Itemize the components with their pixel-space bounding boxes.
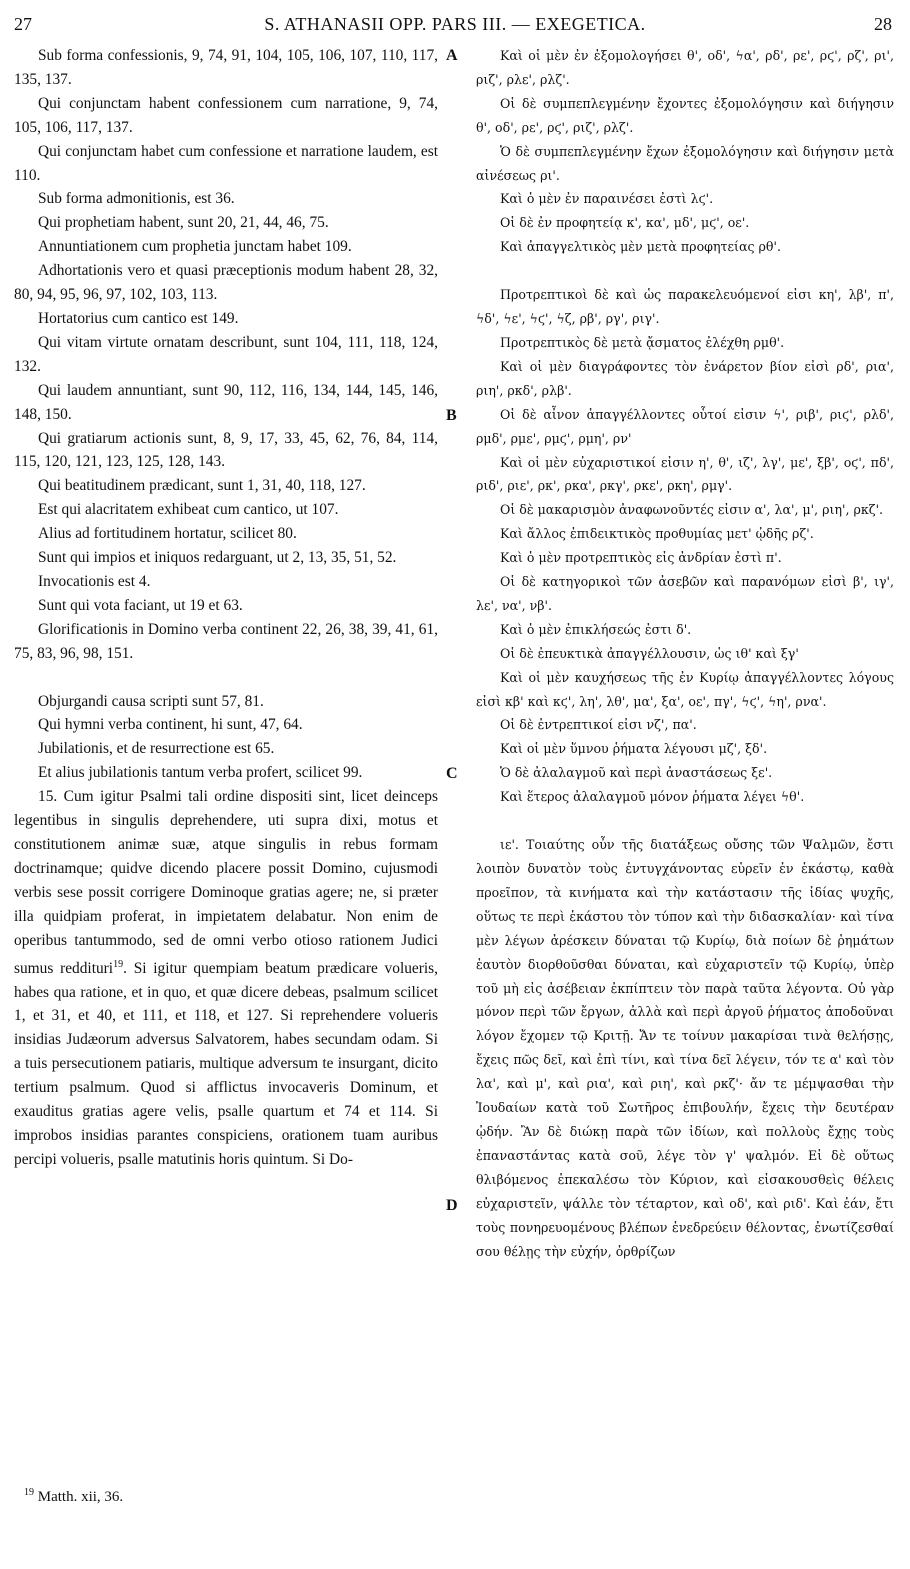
spacer xyxy=(14,666,438,690)
latin-paragraph: Alius ad fortitudinem hortatur, scilicet 80. xyxy=(38,525,297,543)
latin-paragraph: Invocationis est 4. xyxy=(38,572,151,590)
page-number-right: 28 xyxy=(874,14,892,34)
greek-paragraph: Ὁ δὲ συμπεπλεγμένην ἔχων ἐξομολόγησιν καὶ διήγησιν μετὰ αἰνέσεως ρι'. xyxy=(476,143,894,183)
greek-paragraph: Οἱ δὲ ἐντρεπτικοί εἰσι νζ', πα'. xyxy=(500,717,697,733)
latin-paragraph: Jubilationis, et de resurrectione est 65. xyxy=(38,740,275,758)
margin-letter-d: D xyxy=(446,1197,458,1214)
spacer xyxy=(476,259,894,283)
greek-paragraph: Οἱ δὲ ἐπευκτικὰ ἀπαγγέλλουσιν, ὡς ιθ' καὶ ξγ' xyxy=(500,645,799,661)
greek-paragraph: Καὶ ὁ μὲν ἐν παραινέσει ἐστὶ λϛ'. xyxy=(500,191,714,207)
running-title: S. ATHANASII OPP. PARS III. — EXEGETICA. xyxy=(264,14,646,34)
latin-paragraph: Sub forma admonitionis, est 36. xyxy=(38,190,235,208)
greek-section-15: ιε'. Τοιαύτης οὖν τῆς διατάξεως οὔσης τῶν Ψαλμῶν, ἔστι λοιπὸν δυνατὸν τοὺς ἐντυγχάνοντας εὑρεῖν ἐν ἑκάστῳ, καθὰ προεῖπον, τὰ κινήματα καὶ τὴν κατάστασιν τῆς ἰδίας ψυχῆς, οὕτως τε περὶ ἑκάστου τὸν τύπον καὶ τὴν διδασκαλίαν· καὶ τίνα μὲν λέγων ἀρέσκειν δύναται τῷ Κυρίῳ, διὰ ποίων δὲ ῥημάτων ἑαυτὸν διορθοῦσθαι δύναται, καὶ εὐχαριστεῖν τῷ Κυρίῳ, ὑπὲρ τοῦ μὴ εἰς ἀσέβειαν ἐκπίπτειν τὸν παρὰ ταῦτα λέγοντα. Οὐ γὰρ μόνον περὶ τῶν ἔργων, ἀλλὰ καὶ περὶ ἀργοῦ ῥήματος ἀποδοῦναι λόγον ἔχομεν τῷ Κριτῇ. Ἄν τε τοίνυν μακαρίσαι τινὰ θελήσῃς, ἔχεις πῶς δεῖ, καὶ ἐπὶ τίνι, καὶ τίνα δεῖ λέγειν, τόν τε α' καὶ τὸν λα', καὶ μ', καὶ ρια', καὶ ριη', καὶ ρκζ'· ἄν τε μέμψασθαι τὴν Ἰουδαίων κατὰ τοῦ Σωτῆρος ἐπιβουλήν, ἔχεις τὴν δευτέραν ᾠδήν. Ἂν δὲ διώκῃ παρὰ τῶν ἰδίων, καὶ πολλοὺς ἔχῃς τοὺς ἐπαναστάντας κατὰ σοῦ, λέγε τὸν γ' ψαλμόν. Εἰ δὲ οὕτως θλιβόμενος ἐπεκαλέσω τὸν Κύριον, καὶ εἰσακουσθεὶς θέλεις εὐχαριστεῖν, ψάλλε τὸν τέταρτον, καὶ οδ', καὶ ριδ'. Καὶ ἐάν, ἔτι τοὺς πονηρευομένους βλέπων ἐνεδρεύειν θέλοντας, ἐνωτίζεσθαί σου θέλῃς τὴν εὐχήν, ὀρθρίζων xyxy=(476,837,894,1259)
greek-paragraph: Καὶ οἱ μὲν ὕμνου ῥήματα λέγουσι μζ', ξδ'. xyxy=(500,741,768,757)
margin-letter-b: B xyxy=(446,407,457,424)
latin-paragraph: Qui laudem annuntiant, sunt 90, 112, 116, 134, 144, 145, 146, 148, 150. xyxy=(14,381,438,423)
latin-paragraph: Sunt qui vota faciant, ut 19 et 63. xyxy=(38,596,243,614)
latin-paragraph: Qui hymni verba continent, hi sunt, 47, 64. xyxy=(38,716,303,734)
greek-paragraph: Καὶ ἕτερος ἀλαλαγμοῦ μόνον ῥήματα λέγει ϟθ'. xyxy=(500,789,805,805)
spacer xyxy=(476,809,894,833)
greek-paragraph: Ὁ δὲ ἀλαλαγμοῦ καὶ περὶ ἀναστάσεως ξε'. xyxy=(500,765,773,781)
footnote-mark: 19 xyxy=(24,1487,34,1498)
latin-section-15-part-a: 15. Cum igitur Psalmi tali ordine dispositi sint, licet deinceps legentibus in singulis deprehendere, uti supra dixi, motus et constitutionem animæ suæ, atque singulis in rebus formam doctrinamque; quidve dicendo placere possit Domino, cujusmodi verbis sese possit corrigere Dominoque gratias agere; ne, si præter illa quidpiam proferat, in impietatem delabatur. Non enim de operibus tantummodo, sed de omni verbo otioso rationem Judici sumus reddituri xyxy=(14,788,438,977)
latin-paragraph: Annuntiationem cum prophetia junctam habet 109. xyxy=(38,238,352,256)
greek-paragraph: Καὶ ὁ μὲν ἐπικλήσεώς ἐστι δ'. xyxy=(500,621,692,637)
latin-paragraph: Qui conjunctam habet cum confessione et narratione laudem, est 110. xyxy=(14,142,438,184)
greek-paragraph: Οἱ δὲ αἶνον ἀπαγγέλλοντες οὗτοί εἰσιν ϟ', ριβ', ριϛ', ρλδ', ρμδ', ρμε', ρμϛ', ρμη', ρν' xyxy=(476,406,894,446)
greek-paragraph: Οἱ δὲ ἐν προφητείᾳ κ', κα', μδ', μϛ', οε'. xyxy=(500,215,750,231)
greek-paragraph: Καὶ οἱ μὲν ἐν ἐξομολογήσει θ', οδ', ϟα', ρδ', ρε', ρϛ', ρζ', ρι', ριζ', ρλε', ρλζ'. xyxy=(476,48,894,87)
footnote xyxy=(24,1487,123,1506)
latin-paragraph: Sub forma confessionis, 9, 74, 91, 104, 105, 106, 107, 110, 117, 135, 137. xyxy=(14,47,438,88)
latin-paragraph: Sunt qui impios et iniquos redarguant, ut 2, 13, 35, 51, 52. xyxy=(38,549,397,567)
latin-paragraph: Qui prophetiam habent, sunt 20, 21, 44, 46, 75. xyxy=(38,214,329,232)
latin-section-15-part-b: . Si igitur quempiam beatum prædicare volueris, habes qua ratione, et in quo, et quæ dicere debeas, psalmum scilicet 1, et 31, et 40, et 111, et 118, et 127. Si reprehendere volueris insidias Judæorum adversus Salvatorem, habes secundam odam. Si a tuis persecutionem patiaris, multique adversum te insurgant, dicito tertium psalmum. Quod si afflictus invocaveris Dominum, et exauditus gratias agere velis, psalle quartum et 74 et 114. Si improbos insidias parantes conspiciens, orationem tuam auribus percipi volueris, psalle matutinis horis quintum. Si Do- xyxy=(14,959,438,1168)
greek-paragraph: Προτρεπτικοὶ δὲ καὶ ὡς παρακελευόμενοί εἰσι κη', λβ', π', ϟδ', ϟε', ϟϛ', ϟζ, ρβ', ργ', ριγ'. xyxy=(476,287,894,327)
latin-paragraph: Glorificationis in Domino verba continent 22, 26, 38, 39, 41, 61, 75, 83, 96, 98, 151. xyxy=(14,620,438,662)
latin-paragraph: Et alius jubilationis tantum verba profert, scilicet 99. xyxy=(38,764,363,782)
latin-paragraph: Qui conjunctam habent confessionem cum narratione, 9, 74, 105, 106, 117, 137. xyxy=(14,94,438,136)
latin-column xyxy=(14,44,438,1172)
latin-paragraph: Qui beatitudinem prædicant, sunt 1, 31, 40, 118, 127. xyxy=(38,477,366,495)
greek-paragraph: Προτρεπτικὸς δὲ μετὰ ᾄσματος ἐλέχθη ρμθ'. xyxy=(500,334,785,350)
page-number-left: 27 xyxy=(14,14,32,34)
latin-paragraph: Est qui alacritatem exhibeat cum cantico, ut 107. xyxy=(38,501,339,519)
greek-paragraph: Οἱ δὲ κατηγορικοὶ τῶν ἀσεβῶν καὶ παρανόμων εἰσὶ β', ιγ', λε', να', νβ'. xyxy=(476,574,894,613)
greek-paragraph: Καὶ ὁ μὲν προτρεπτικὸς εἰς ἀνδρίαν ἐστὶ π'. xyxy=(500,550,782,566)
margin-letter-c: C xyxy=(446,765,458,782)
greek-paragraph: Οἱ δὲ συμπεπλεγμένην ἔχοντες ἐξομολόγησιν καὶ διήγησιν θ', οδ', ρε', ρϛ', ριζ', ρλζ'. xyxy=(476,95,894,135)
latin-paragraph: Adhortationis vero et quasi præceptionis modum habent 28, 32, 80, 94, 95, 96, 97, 102, 103, 113. xyxy=(14,262,438,304)
greek-paragraph: Οἱ δὲ μακαρισμὸν ἀναφωνοῦντές εἰσιν α', λα', μ', ριη', ρκζ'. xyxy=(500,502,884,518)
greek-paragraph: Καὶ ἄλλος ἐπιδεικτικὸς προθυμίας μετ' ᾠδῆς ρζ'. xyxy=(500,526,814,542)
greek-column xyxy=(476,44,894,1263)
latin-section-15 xyxy=(14,785,438,1172)
greek-paragraph: Καὶ οἱ μὲν καυχήσεως τῆς ἐν Κυρίῳ ἀπαγγέλλοντες λόγους εἰσὶ κβ' καὶ κϛ', λη', λθ', μα', ξα', οε', πγ', ϟϛ', ϟη', ρνα'. xyxy=(476,669,894,709)
greek-paragraph: Καὶ οἱ μὲν διαγράφοντες τὸν ἐνάρετον βίον εἰσὶ ρδ', ρια', ριη', ρκδ', ρλβ'. xyxy=(476,358,894,398)
latin-paragraph: Qui vitam virtute ornatam describunt, sunt 104, 111, 118, 124, 132. xyxy=(14,333,438,375)
footnote-text: Matth. xii, 36. xyxy=(37,1489,124,1505)
latin-paragraph: Qui gratiarum actionis sunt, 8, 9, 17, 33, 45, 62, 76, 84, 114, 115, 120, 121, 123, 125, 128, 143. xyxy=(14,429,438,471)
latin-paragraph: Hortatorius cum cantico est 149. xyxy=(38,309,239,327)
footnote-reference: 19 xyxy=(113,958,124,970)
latin-paragraph: Objurgandi causa scripti sunt 57, 81. xyxy=(38,692,264,710)
running-header xyxy=(0,14,910,38)
greek-paragraph: Καὶ οἱ μὲν εὐχαριστικοί εἰσιν η', θ', ιζ', λγ', με', ξβ', οϛ', πδ', ριδ', ριε', ρκ', ρκα', ρκγ', ρκε', ρκη', ρμγ'. xyxy=(476,454,894,494)
greek-paragraph: Καὶ ἀπαγγελτικὸς μὲν μετὰ προφητείας ρθ'. xyxy=(500,239,781,255)
margin-letter-a: A xyxy=(446,47,458,64)
